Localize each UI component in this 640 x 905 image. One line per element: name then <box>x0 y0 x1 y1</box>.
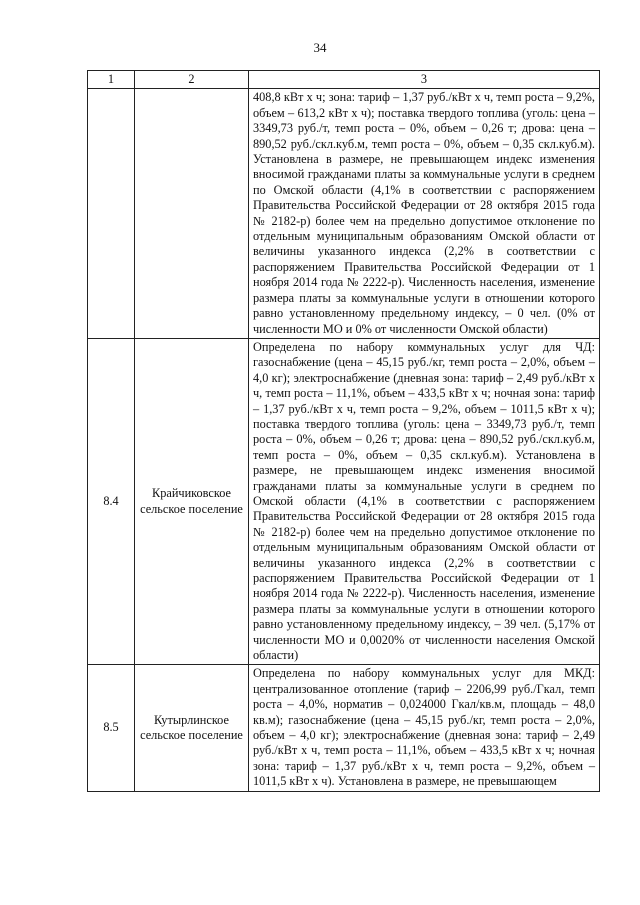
municipality-name <box>135 89 249 339</box>
row-description: Определена по набору коммунальных услуг для ЧД: газоснабжение (цена – 45,15 руб./кг, темп роста – 2,0%, объем – 4,0 кг); электроснабжение (дневная зона: тариф – 2,49 руб./кВт х ч, темп роста – 11,1%, объем – 433,5 кВт х ч; ночная зона: тариф – 1,37 руб./кВт х ч, темп роста – 9,2%, объем – 1011,5 кВт х ч); поставка твердого топлива (уголь: цена – 3349,73 руб./т, темп роста – 0%, объем – 0,26 т; дрова: цена – 890,52 руб./скл.куб.м, темп роста – 0%, объем – 0,35 скл.куб.м). Установлена в размере, не превышающем индекс изменения вносимой гражданами платы за коммунальные услуги в среднем по Омской области (4,1% в соответствии с распоряжением Правительства Российской Федерации от 28 октября 2015 года № 2182-р) более чем на предельно допустимое отклонение по отдельным муниципальным образованиям Омской области от величины указанного индекса (2,2% в соответствии с распоряжением Правительства Российской Федерации от 1 ноября 2014 года № 2222-р). Численность населения, изменение размера платы за коммунальные услуги в отношении которого равно установленному предельному индексу, – 39 чел. (5,17% от численности МО и 0,0020% от численности населения Омской области) <box>249 338 600 665</box>
row-description: Определена по набору коммунальных услуг для МКД: централизованное отопление (тариф – 2206,99 руб./Гкал, темп роста – 4,0%, норматив – 0,024000 Гкал/кв.м, площадь – 48,0 кв.м); газоснабжение (цена – 45,15 руб./кг, темп роста – 2,0%, объем – 4,0 кг); электроснабжение (дневная зона: тариф – 2,49 руб./кВт х ч, темп роста – 11,1%, объем – 433,5 кВт х ч; ночная зона: тариф – 1,37 руб./кВт х ч, темп роста – 9,2%, объем – 1011,5 кВт х ч). Установлена в размере, не превышающем <box>249 665 600 791</box>
row-description: 408,8 кВт х ч; зона: тариф – 1,37 руб./кВт х ч, темп роста – 9,2%, объем – 613,2 кВт х ч); поставка твердого топлива (уголь: цена – 3349,73 руб./т, темп роста – 0%, объем – 0,26 т; дрова: цена – 890,52 руб./скл.куб.м, темп роста – 0%, объем – 0,35 скл.куб.м). Установлена в размере, не превышающем индекс изменения вносимой гражданами платы за коммунальные услуги в среднем по Омской области (4,1% в соответствии с распоряжением Правительства Российской Федерации от 28 октября 2015 года № 2182-р) более чем на предельно допустимое отклонение по отдельным муниципальным образованиям Омской области от величины указанного индекса (2,2% в соответствии с распоряжением Правительства Российской Федерации от 1 ноября 2014 года № 2222-р). Численность населения, изменение размера платы за коммунальные услуги в отношении которого равно установленному предельному индексу, – 0 чел. (0% от численности МО и 0% от численности Омской области) <box>249 89 600 339</box>
tariff-table <box>87 70 600 792</box>
row-number <box>88 89 135 339</box>
row-number: 8.4 <box>88 338 135 665</box>
row-number: 8.5 <box>88 665 135 791</box>
table-row <box>88 338 600 665</box>
table-row <box>88 89 600 339</box>
column-header-3: 3 <box>249 71 600 89</box>
column-header-1: 1 <box>88 71 135 89</box>
municipality-name: Кутырлинское сельское поселение <box>135 665 249 791</box>
column-header-2: 2 <box>135 71 249 89</box>
table-row <box>88 665 600 791</box>
table-header-row <box>88 71 600 89</box>
municipality-name: Крайчиковское сельское поселение <box>135 338 249 665</box>
page-number: 34 <box>313 40 327 55</box>
